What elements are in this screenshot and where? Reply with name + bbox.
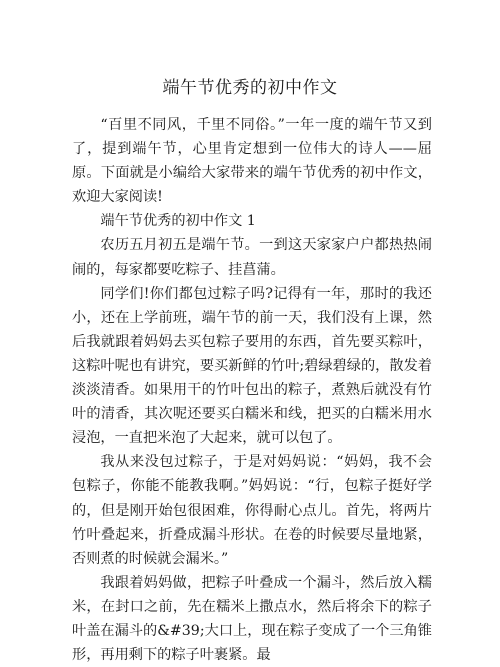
body-paragraph: 同学们!你们都包过粽子吗?记得有一年，那时的我还小，还在上学前班，端午节的前一天，我们没有上课，然后我就跟着妈妈去买包粽子要用的东西，首先要买粽叶，这粽叶呢也有讲究，要买新鲜的竹叶;碧绿碧绿的，散发着淡淡清香。如果用干的竹叶包出的粽子，煮熟后就没有竹叶的清香，其次呢还要买白糯米和线，把买的白糯米用水浸泡，一直把米泡了大起来，就可以包了。 [72, 285, 432, 447]
body-paragraph: 我从来没包过粽子，于是对妈妈说：“妈妈，我不会包粽子，你能不能教我啊。”妈妈说：“行，包粽子挺好学的，但是刚开始包很困难，你得耐心点儿。首先，将两片竹叶叠起来，折叠成漏斗形状。在卷的时候要尽量地紧，否则煮的时候就会漏米。” [72, 454, 432, 567]
body-paragraph: 我跟着妈妈做，把粽子叶叠成一个漏斗，然后放入糯米，在封口之前，先在糯米上撒点水，然后将余下的粽子叶盖在漏斗的&#39;大口上，现在粽子变成了一个三角锥形，再用剩下的粽子叶裹紧。最 [72, 574, 432, 664]
body-paragraph: 农历五月初五是端午节。一到这天家家户户都热热闹闹的，每家都要吃粽子、挂菖蒲。 [72, 237, 432, 278]
document-title: 端午节优秀的初中作文 [162, 78, 338, 99]
article-body [72, 113, 432, 667]
intro-paragraph: “百里不同风，千里不同俗。”一年一度的端午节又到了，提到端午节，心里肯定想到一位伟大的诗人——屈原。下面就是小编给大家带来的端午节优秀的初中作文，欢迎大家阅读! [72, 117, 432, 206]
essay-subheading: 端午节优秀的初中作文 1 [100, 213, 256, 230]
